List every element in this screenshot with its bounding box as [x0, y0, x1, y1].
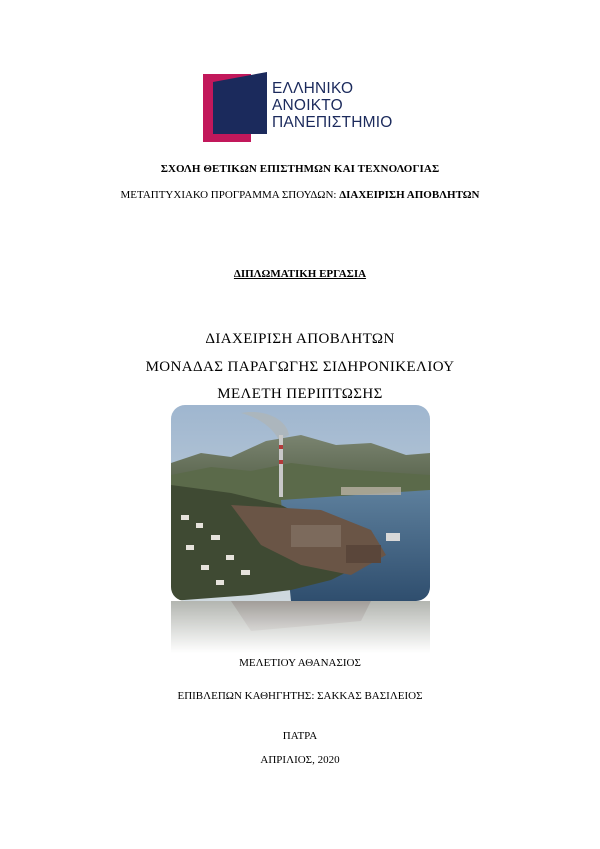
program-line: [0, 189, 600, 201]
logo-line-3: ΠΑΝΕΠΙΣΤΗΜΙΟ: [272, 114, 393, 131]
aerial-photo: [171, 405, 430, 601]
logo-line-1: ΕΛΛΗΝΙΚΟ: [272, 80, 354, 97]
program-prefix: ΜΕΤΑΠΤΥΧΙΑΚΟ ΠΡΟΓΡΑΜΜΑ ΣΠΟΥΔΩΝ:: [120, 189, 340, 201]
title-line-2: ΜΟΝΑΔΑΣ ΠΑΡΑΓΩΓΗΣ ΣΙΔΗΡΟΝΙΚΕΛΙΟΥ: [145, 359, 455, 375]
university-logo-text: [272, 80, 392, 131]
thesis-label: ΔΙΠΛΩΜΑΤΙΚΗ ΕΡΓΑΣΙΑ: [233, 268, 367, 280]
title-line-3: ΜΕΛΕΤΗ ΠΕΡΙΠΤΩΣΗΣ: [217, 386, 383, 402]
author-name: ΜΕΛΕΤΙΟΥ ΑΘΑΝΑΣΙΟΣ: [239, 657, 361, 669]
photo-reflection: [171, 601, 430, 653]
logo-line-2: ΑΝΟΙΚΤΟ: [272, 97, 343, 114]
program-name: ΔΙΑΧΕΙΡΙΣΗ ΑΠΟΒΛΗΤΩΝ: [339, 189, 480, 201]
school-name: ΣΧΟΛΗ ΘΕΤΙΚΩΝ ΕΠΙΣΤΗΜΩΝ ΚΑΙ ΤΕΧΝΟΛΟΓΙΑΣ: [160, 163, 440, 175]
date: ΑΠΡΙΛΙΟΣ, 2020: [260, 754, 340, 766]
supervisor-line: ΕΠΙΒΛΕΠΩΝ ΚΑΘΗΓΗΤΗΣ: ΣΑΚΚΑΣ ΒΑΣΙΛΕΙΟΣ: [177, 690, 423, 702]
city: ΠΑΤΡΑ: [282, 730, 318, 742]
title-line-1: ΔΙΑΧΕΙΡΙΣΗ ΑΠΟΒΛΗΤΩΝ: [205, 331, 395, 347]
